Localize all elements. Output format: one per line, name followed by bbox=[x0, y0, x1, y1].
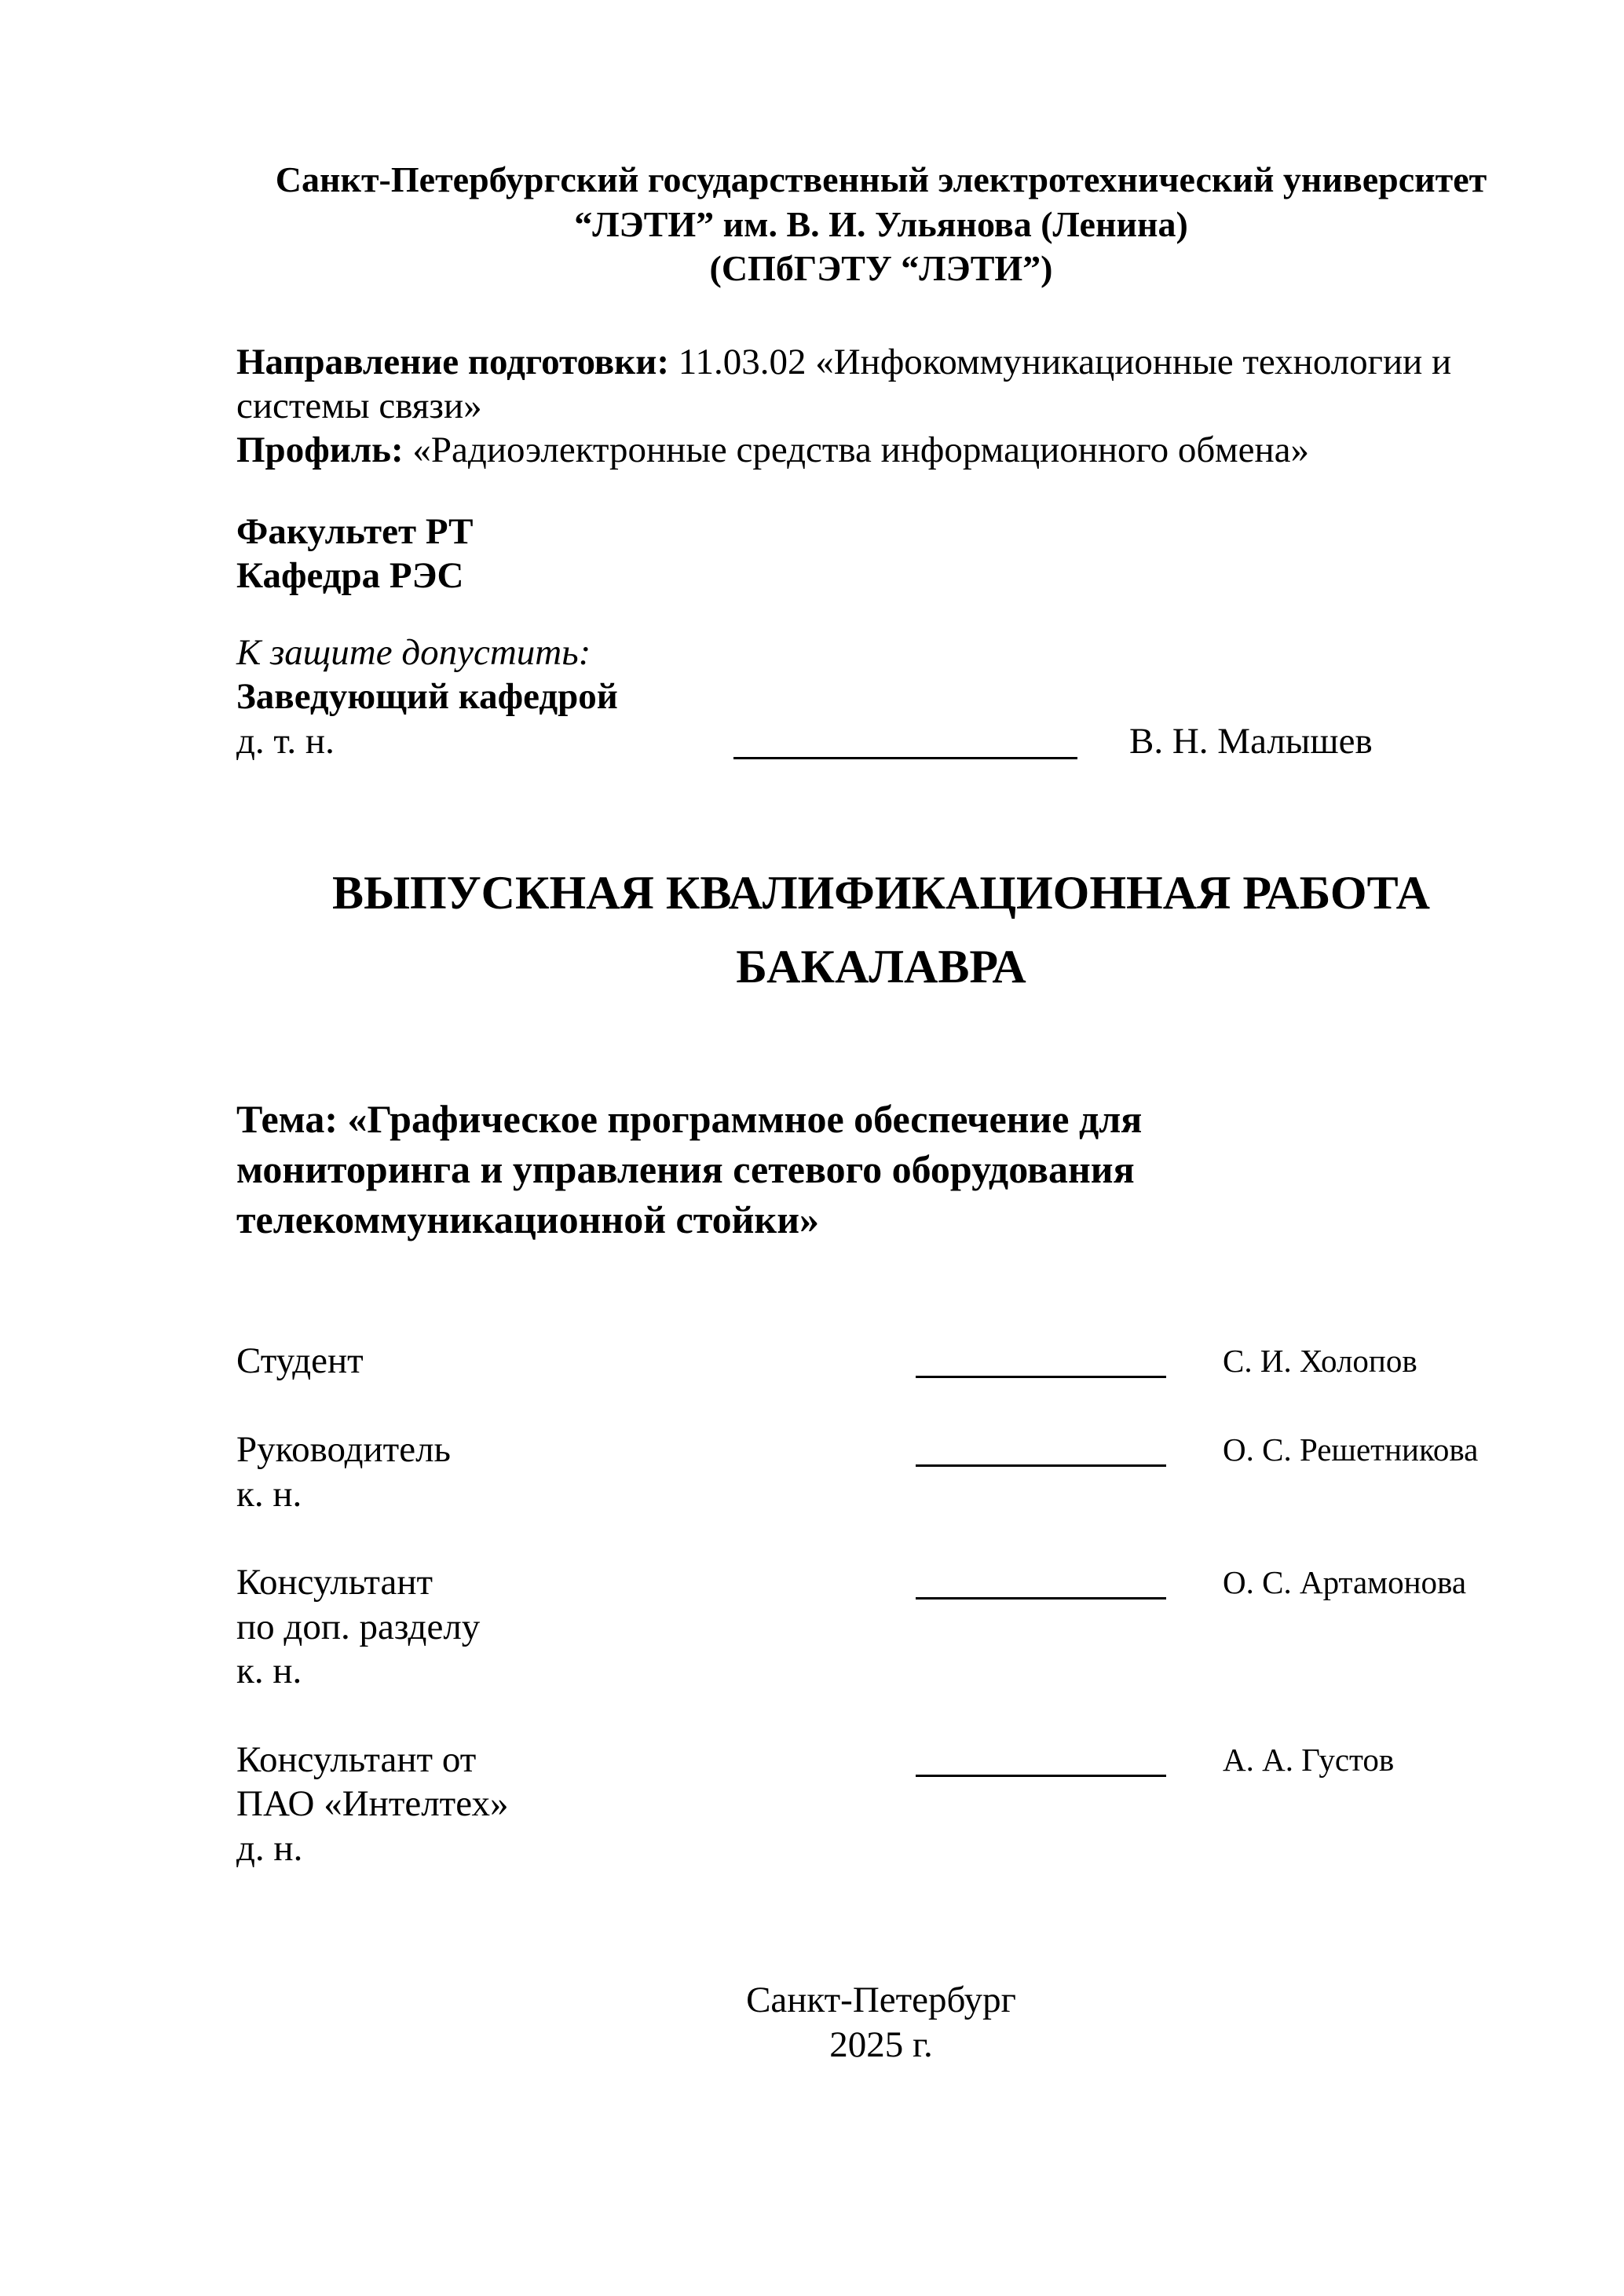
faculty: Факультет РТ bbox=[236, 511, 474, 552]
signatory-degree: к. н. bbox=[236, 1474, 302, 1515]
signatory-role: Консультант bbox=[236, 1562, 433, 1603]
footer-city: Санкт-Петербург bbox=[746, 1980, 1016, 2020]
signatory-role: Консультант от bbox=[236, 1739, 477, 1780]
university-abbreviation: (СПбГЭТУ “ЛЭТИ”) bbox=[709, 248, 1053, 288]
signatory-name: О. С. Артамонова bbox=[1223, 1564, 1467, 1600]
department: Кафедра РЭС bbox=[236, 555, 464, 596]
signatory-role: Студент bbox=[236, 1340, 364, 1381]
signature-line bbox=[916, 1775, 1166, 1777]
university-name: Санкт-Петербургский государственный электротехнический университет bbox=[275, 159, 1487, 199]
topic-line2: мониторинга и управления сетевого оборудования bbox=[236, 1147, 1135, 1191]
topic-line3: телекоммуникационной стойки» bbox=[236, 1197, 820, 1241]
direction-label: Направление подготовки: bbox=[236, 342, 669, 382]
footer-year: 2025 г. bbox=[829, 2024, 933, 2065]
approval-caption: К защите допустить: bbox=[236, 632, 591, 673]
signatory-organization: ПАО «Интелтех» bbox=[236, 1783, 509, 1824]
direction-value-continued: системы связи» bbox=[236, 386, 482, 426]
direction-line bbox=[236, 340, 1451, 384]
signature-line bbox=[916, 1597, 1166, 1600]
signature-line bbox=[916, 1376, 1166, 1378]
approval-role: Заведующий кафедрой bbox=[236, 676, 618, 717]
profile-line bbox=[236, 428, 1309, 472]
profile-value: «Радиоэлектронные средства информационного обмена» bbox=[403, 430, 1309, 470]
signatory-name: О. С. Решетникова bbox=[1223, 1431, 1479, 1468]
signatory-role: Руководитель bbox=[236, 1429, 451, 1470]
topic-line1: Тема: «Графическое программное обеспечение для bbox=[236, 1097, 1143, 1141]
document-title-line2: БАКАЛАВРА bbox=[736, 941, 1026, 993]
signatory-role-detail: по доп. разделу bbox=[236, 1607, 481, 1647]
signature-line bbox=[916, 1464, 1166, 1467]
signatory-degree: к. н. bbox=[236, 1651, 302, 1691]
signatory-name: А. А. Густов bbox=[1223, 1742, 1395, 1778]
signatory-name: С. И. Холопов bbox=[1223, 1343, 1417, 1379]
approval-name: В. Н. Малышев bbox=[1129, 721, 1373, 762]
document-title: ВЫПУСКНАЯ КВАЛИФИКАЦИОННАЯ РАБОТА bbox=[332, 867, 1430, 919]
profile-label: Профиль: bbox=[236, 430, 404, 470]
signature-line-head bbox=[733, 757, 1077, 759]
approval-degree: д. т. н. bbox=[236, 721, 335, 762]
university-name-line2: “ЛЭТИ” им. В. И. Ульянова (Ленина) bbox=[574, 204, 1188, 244]
direction-value: 11.03.02 «Инфокоммуникационные технологии и bbox=[668, 342, 1452, 382]
signatory-degree: д. н. bbox=[236, 1828, 303, 1869]
